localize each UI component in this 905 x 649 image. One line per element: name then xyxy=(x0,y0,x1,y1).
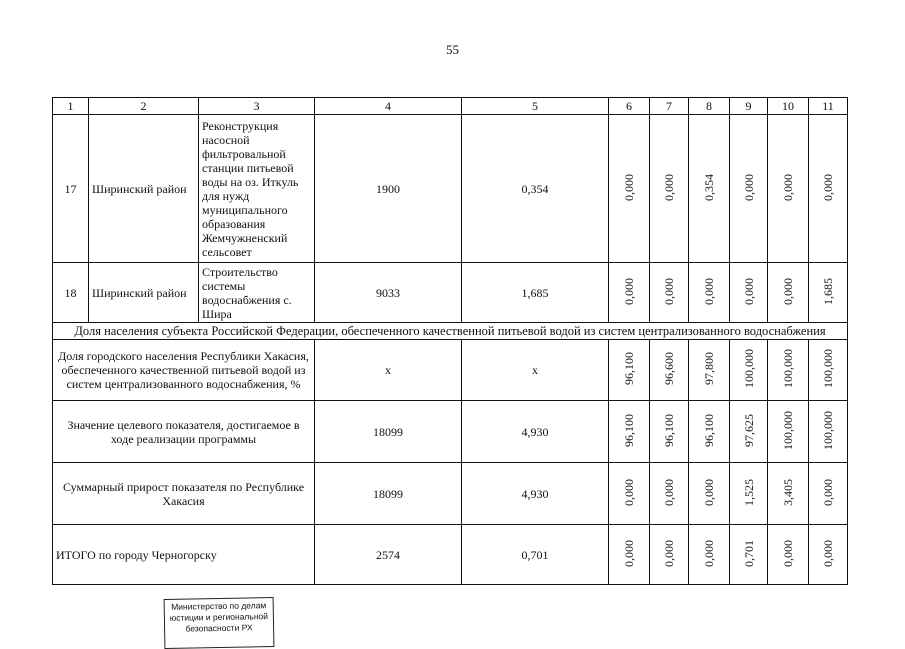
value-cell: 0,000 xyxy=(662,173,676,201)
value-cell: 96,600 xyxy=(662,352,676,385)
district-cell: Ширинский район xyxy=(89,263,199,323)
value-cell: 3,405 xyxy=(781,478,795,506)
col4-cell: 18099 xyxy=(315,401,462,463)
header-cell: 6 xyxy=(609,98,650,115)
row-number: 17 xyxy=(53,115,89,263)
value-cell: 0,000 xyxy=(702,539,716,567)
value-cell: 0,000 xyxy=(662,539,676,567)
ministry-stamp xyxy=(164,597,275,649)
col5-cell: 4,930 xyxy=(462,401,609,463)
value-cell: 0,000 xyxy=(741,277,756,305)
value-cell: 0,000 xyxy=(702,478,716,506)
value-cell: 0,000 xyxy=(662,277,676,305)
value-cell: 0,000 xyxy=(622,277,636,305)
district-cell: Ширинский район xyxy=(89,115,199,263)
summary-label: Суммарный прирост показателя по Республике Хакасия xyxy=(53,463,315,525)
value-cell: 100,000 xyxy=(781,349,795,388)
value-cell: 100,000 xyxy=(821,410,835,450)
value-cell: 96,100 xyxy=(702,413,716,447)
col5-cell: 4,930 xyxy=(462,463,609,525)
value-cell: 97,625 xyxy=(741,413,756,447)
header-cell: 4 xyxy=(315,98,462,115)
value-cell: 0,000 xyxy=(781,277,795,305)
value-cell: 0,000 xyxy=(622,478,636,506)
value-cell: 0,000 xyxy=(662,478,676,506)
value-cell: 1,685 xyxy=(821,277,835,305)
summary-label: Доля городского населения Республики Хакасия, обеспеченного качественной питьевой водой из систем централизованного водоснабжения, % xyxy=(53,340,315,401)
value-cell: 96,100 xyxy=(622,352,636,385)
col4-cell: 2574 xyxy=(315,525,462,585)
stamp-line: Министерство по делам xyxy=(171,600,267,612)
data-table xyxy=(52,97,848,585)
header-cell: 7 xyxy=(650,98,689,115)
header-cell: 11 xyxy=(809,98,848,115)
value-cell: 100,000 xyxy=(821,349,835,388)
col5-cell: 0,701 xyxy=(462,525,609,585)
value-cell: 97,800 xyxy=(702,352,716,385)
col5-cell: 1,685 xyxy=(462,263,609,323)
col4-cell: 1900 xyxy=(315,115,462,263)
col5-cell: x xyxy=(462,340,609,401)
table-row xyxy=(53,263,848,323)
header-cell: 8 xyxy=(689,98,730,115)
col4-cell: x xyxy=(315,340,462,401)
table-row xyxy=(53,115,848,263)
value-cell: 96,100 xyxy=(662,413,676,447)
value-cell: 100,000 xyxy=(741,349,756,388)
value-cell: 0,000 xyxy=(781,173,795,201)
table-row xyxy=(53,340,848,401)
value-cell: 0,000 xyxy=(622,539,636,567)
stamp-line: безопасности РХ xyxy=(185,622,253,634)
section-title: Доля населения субъекта Российской Федерации, обеспеченного качественной питьевой водой из систем централизованного водоснабжения xyxy=(53,323,848,340)
header-cell: 2 xyxy=(89,98,199,115)
stamp-line: юстиции и региональной xyxy=(169,611,269,623)
project-cell: Строительство системы водоснабжения с. Шира xyxy=(199,263,315,323)
table-row xyxy=(53,525,848,585)
value-cell: 0,354 xyxy=(702,173,716,201)
header-cell: 9 xyxy=(730,98,768,115)
header-cell: 3 xyxy=(199,98,315,115)
value-cell: 0,000 xyxy=(781,539,795,567)
value-cell: 96,100 xyxy=(622,413,636,447)
col5-cell: 0,354 xyxy=(462,115,609,263)
col4-cell: 18099 xyxy=(315,463,462,525)
project-cell: Реконструкция насосной фильтровальной станции питьевой воды на оз. Иткуль для нужд муниципального образования Жемчужненский сельсовет xyxy=(199,115,315,263)
table-row xyxy=(53,401,848,463)
header-cell: 10 xyxy=(768,98,809,115)
value-cell: 0,000 xyxy=(622,173,636,201)
value-cell: 0,000 xyxy=(821,478,835,506)
header-row xyxy=(53,98,848,115)
value-cell: 0,701 xyxy=(741,539,756,567)
section-row xyxy=(53,323,848,340)
value-cell: 0,000 xyxy=(741,173,756,201)
page-number: 55 xyxy=(446,42,459,57)
summary-label: ИТОГО по городу Черногорску xyxy=(53,525,315,585)
value-cell: 100,000 xyxy=(781,410,795,450)
table-row xyxy=(53,463,848,525)
value-cell: 0,000 xyxy=(821,539,835,567)
value-cell: 0,000 xyxy=(702,277,716,305)
row-number: 18 xyxy=(53,263,89,323)
summary-label: Значение целевого показателя, достигаемое в ходе реализации программы xyxy=(53,401,315,463)
value-cell: 0,000 xyxy=(821,173,835,201)
header-cell: 1 xyxy=(53,98,89,115)
col4-cell: 9033 xyxy=(315,263,462,323)
value-cell: 1,525 xyxy=(741,478,756,506)
header-cell: 5 xyxy=(462,98,609,115)
